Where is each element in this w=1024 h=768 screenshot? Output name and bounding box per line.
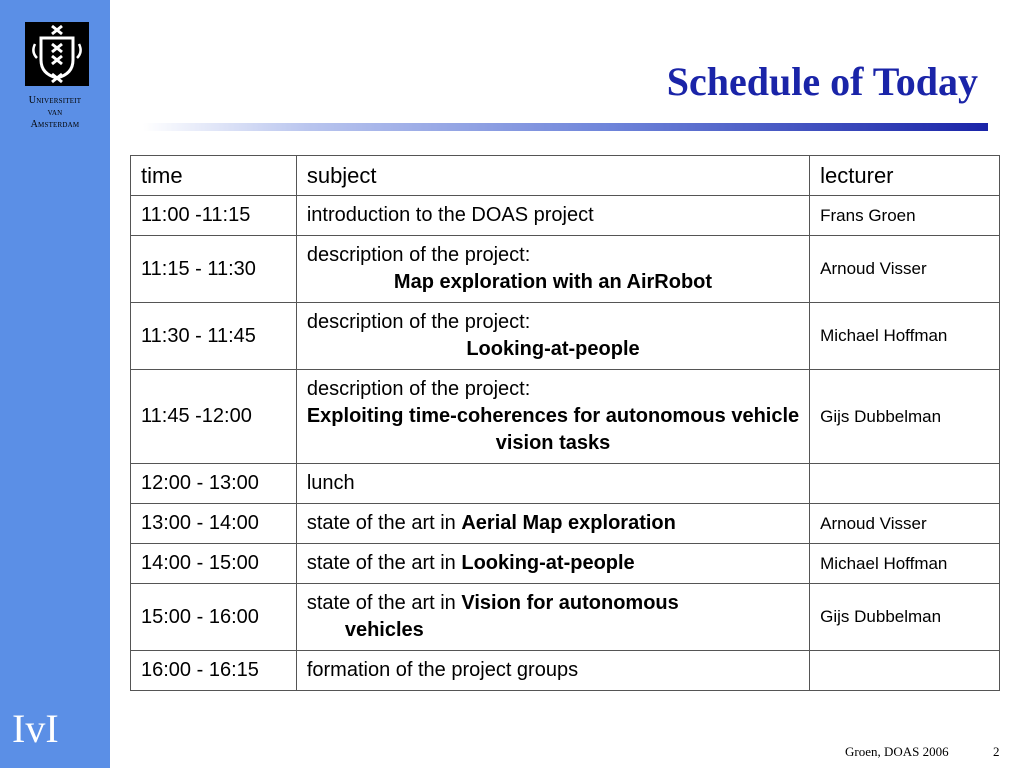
time-cell: 12:00 - 13:00 [131, 464, 297, 504]
subject-text: state of the art in [306, 592, 462, 614]
lecturer-cell: Michael Hoffman [810, 544, 1000, 584]
table-row [131, 236, 1000, 303]
time-cell: 11:30 - 11:45 [131, 303, 297, 370]
lecturer-cell: Frans Groen [810, 196, 1000, 236]
subject-bold-text: Looking-at-people [461, 552, 635, 574]
subject-cell [296, 370, 809, 464]
lecturer-cell [810, 464, 1000, 504]
subject-cell: formation of the project groups [296, 651, 809, 691]
schedule-table [130, 155, 1000, 691]
title-divider [143, 123, 988, 131]
time-cell: 15:00 - 16:00 [131, 584, 297, 651]
subject-bold-text: Aerial Map exploration [461, 512, 676, 534]
subject-cell [296, 236, 809, 303]
header-subject: subject [296, 156, 809, 196]
table-row [131, 370, 1000, 464]
table-row [131, 584, 1000, 651]
header-lecturer: lecturer [810, 156, 1000, 196]
page-title: Schedule of Today [666, 59, 978, 104]
table-row [131, 504, 1000, 544]
header-time: time [131, 156, 297, 196]
time-cell: 11:00 -11:15 [131, 196, 297, 236]
time-cell: 11:45 -12:00 [131, 370, 297, 464]
subject-cell [296, 504, 809, 544]
university-logo [25, 22, 89, 86]
lecturer-cell: Arnoud Visser [810, 504, 1000, 544]
subject-bold-text: Vision for autonomous [461, 592, 679, 614]
lecturer-cell: Arnoud Visser [810, 236, 1000, 303]
time-cell: 16:00 - 16:15 [131, 651, 297, 691]
subject-text: state of the art in [306, 512, 462, 534]
time-cell: 11:15 - 11:30 [131, 236, 297, 303]
sidebar [0, 0, 110, 768]
lecturer-cell: Michael Hoffman [810, 303, 1000, 370]
table-row [131, 303, 1000, 370]
subject-bold-text-2: vehicles [344, 619, 424, 641]
shield-crosses-icon [25, 22, 89, 86]
lecturer-cell [810, 651, 1000, 691]
subject-bold-text: Looking-at-people [466, 338, 640, 360]
subject-bold-text: Map exploration with an AirRobot [393, 271, 713, 293]
table-row [131, 464, 1000, 504]
subject-text: description of the project: [306, 244, 531, 266]
subject-cell [296, 303, 809, 370]
time-cell: 14:00 - 15:00 [131, 544, 297, 584]
footer-author: Groen, DOAS 2006 [845, 744, 949, 759]
lecturer-cell: Gijs Dubbelman [810, 584, 1000, 651]
time-cell: 13:00 - 14:00 [131, 504, 297, 544]
subject-cell [296, 544, 809, 584]
subject-text: description of the project: [306, 378, 531, 400]
table-row [131, 651, 1000, 691]
ivi-label: IvI [12, 706, 59, 751]
subject-cell [296, 584, 809, 651]
subject-text: state of the art in [306, 552, 462, 574]
university-name: Universiteit van Amsterdam [28, 95, 82, 130]
subject-cell: lunch [296, 464, 809, 504]
table-row [131, 544, 1000, 584]
table-header-row [131, 156, 1000, 196]
subject-cell: introduction to the DOAS project [296, 196, 809, 236]
page-number: 2 [993, 744, 1000, 759]
lecturer-cell: Gijs Dubbelman [810, 370, 1000, 464]
table-row [131, 196, 1000, 236]
subject-text: description of the project: [306, 311, 531, 333]
subject-bold-text: Exploiting time-coherences for autonomous vehicle vision tasks [306, 405, 800, 454]
